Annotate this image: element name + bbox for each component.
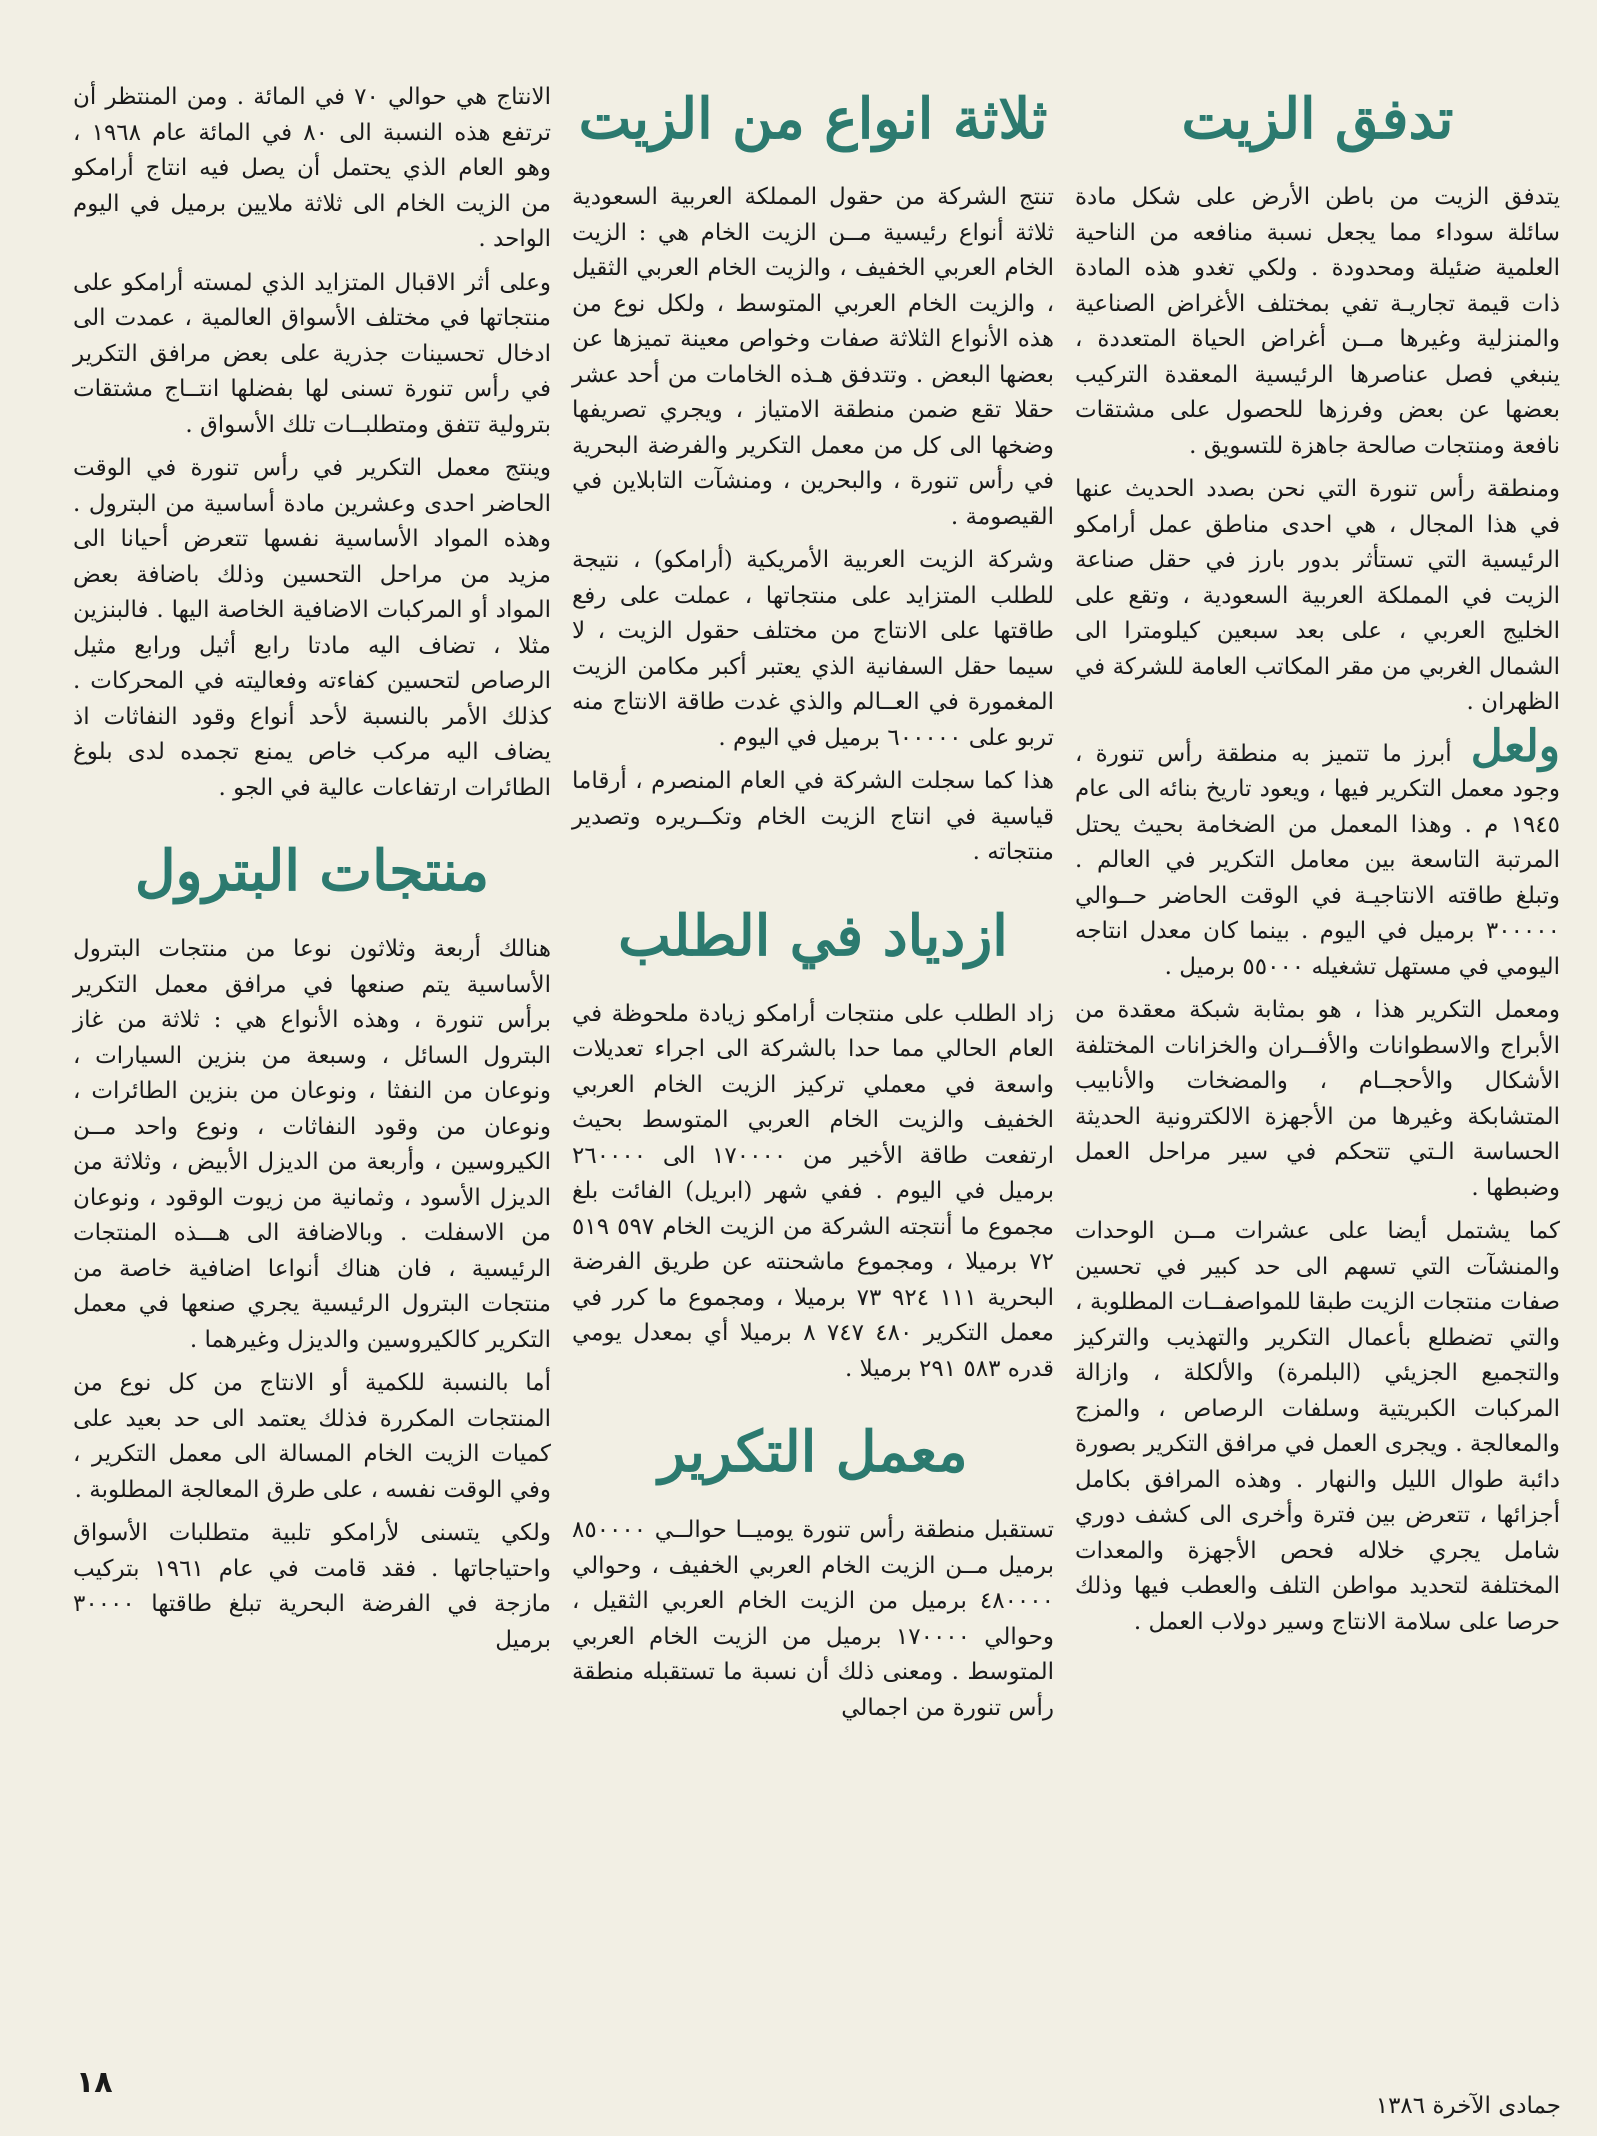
paragraph: وينتج معمل التكرير في رأس تنورة في الوقت الحاضر احدى وعشرين مادة أساسية من البترول . وهذه المواد الأساسية نفسها تتعرض أحيانا الى مزيد من مراحل التحسين وذلك باضافة بعض المواد أو المركبات الاضافية الخاصة اليها . فالبنزين مثلا ، تضاف اليه مادتا رابع أثيل ورابع مثيل الرصاص لتحسين كفاءته وفعاليته في المحركات . كذلك الأمر بالنسبة لأحد أنواع وقود النفاثات اذ يضاف اليه مركب خاص يمنع تجمده لدى بلوغ الطائرات ارتفاعات عالية في الجو . (73, 455, 551, 801)
heading-refinery: معمل التكرير (658, 1419, 968, 1485)
paragraph: ومنطقة رأس تنورة التي نحن بصدد الحديث عنها في هذا المجال ، هي احدى مناطق عمل أرامكو الرئيسية التي تستأثر بدور بارز في حقل صناعة الزيت في المملكة العربية السعودية ، وتقع على الخليج العربي ، على بعد سبعين كيلومترا الى الشمال الغربي من مقر المكاتب العامة للشركة في الظهران . (1075, 476, 1560, 715)
column-right (1075, 80, 1560, 1648)
heading-petroleum-products: منتجات البترول (134, 838, 490, 904)
paragraph: تستقبل منطقة رأس تنورة يوميــا حوالــي ٨٥٠٠٠٠ برميل مــن الزيت الخام العربي الخفيف ، وحوالي ٤٨٠٠٠٠ برميل من الزيت الخام العربي الثقيل ، وحوالي ١٧٠٠٠٠ برميل من الزيت الخام العربي المتوسط . ومعنى ذلك أن نسبة ما تستقبله منطقة رأس تنورة من اجمالي (572, 1517, 1054, 1721)
paragraph-text: أبرز ما تتميز به منطقة رأس تنورة ، وجود معمل التكرير فيها ، ويعود تاريخ بنائه الى عام ١٩٤٥ م . وهذا المعمل من الضخامة بحيث يحتل المرتبة التاسعة بين معامل التكرير في العالم . وتبلغ طاقته الانتاجيـة في الوقت الحاضر حــوالي ٣٠٠٠٠٠ برميل في اليوم . بينما كان معدل انتاجه اليومي في مستهل تشغيله ٥٥٠٠٠ برميل . (1075, 740, 1561, 980)
paragraph: ومعمل التكرير هذا ، هو بمثابة شبكة معقدة من الأبراج والاسطوانات والأفــران والخزانات المختلفة الأشكال والأحجــام ، والمضخات والأنابيب المتشابكة وغيرها من الأجهزة الالكترونية الحديثة الحساسة الـتي تتحكم في سير مراحل العمل وضبطها . (1075, 997, 1560, 1201)
column-middle (572, 80, 1054, 1734)
heading-three-oil-types: ثلاثة انواع من الزيت (578, 86, 1048, 152)
paragraph: تنتج الشركة من حقول المملكة العربية السعودية ثلاثة أنواع رئيسية مــن الزيت الخام هي : الزيت الخام العربي الخفيف ، والزيت الخام العربي الثقيل ، والزيت الخام العربي المتوسط ، ولكل نوع من هذه الأنواع الثلاثة صفات وخواص معينة تميزها عن بعضها البعض . وتتدفق هـذه الخامات من أحد عشر حقلا تقع ضمن منطقة الامتياز ، ويجري تصريفها وضخها الى كل من معمل التكرير والفرضة البحرية في رأس تنورة ، والبحرين ، ومنشآت التابلاين في القيصومة . (572, 184, 1054, 530)
heading-rising-demand: ازدياد في الطلب (618, 902, 1008, 969)
paragraph: الانتاج هي حوالي ٧٠ في المائة . ومن المنتظر أن ترتفع هذه النسبة الى ٨٠ في المائة عام ١٩٦٨ ، وهو العام الذي يحتمل أن يصل فيه انتاج أرامكو من الزيت الخام الى ثلاثة ملايين برميل في اليوم الواحد . (73, 84, 551, 252)
paragraph: أما بالنسبة للكمية أو الانتاج من كل نوع من المنتجات المكررة فذلك يعتمد الى حد بعيد على كميات الزيت الخام المسالة الى معمل التكرير ، وفي الوقت نفسه ، على طرق المعالجة المطلوبة . (73, 1370, 551, 1503)
paragraph: كما يشتمل أيضا على عشرات مــن الوحدات والمنشآت التي تسهم الى حد كبير في تحسين صفات منتجات الزيت طبقا للمواصفــات المطلوبة ، والتي تضطلع بأعمال التكرير والتهذيب والتركيز والتجميع الجزيئي (البلمرة) والألكلة ، وازالة المركبات الكبريتية وسلفات الرصاص ، والمزج والمعالجة . ويجرى العمل في مرافق التكرير بصورة دائبة طوال الليل والنهار . وهذه المرافق بكامل أجزائها ، تتعرض بين فترة وأخرى الى كشف دوري شامل يجري خلاله فحص الأجهزة والمعدات المختلفة لتحديد مواطن التلف والعطب فيها وذلك حرصا على سلامة الانتاج وسير دولاب العمل . (1075, 1218, 1560, 1635)
paragraph: وعلى أثر الاقبال المتزايد الذي لمسته أرامكو على منتجاتها في مختلف الأسواق العالمية ، عمدت الى ادخال تحسينات جذرية على بعض مرافق التكرير في رأس تنورة تسنى لها بفضلها انتــاج مشتقات بترولية تتفق ومتطلبــات تلك الأسواق . (73, 269, 551, 438)
paragraph: هذا كما سجلت الشركة في العام المنصرم ، أرقاما قياسية في انتاج الزيت الخام وتكــريره وتصدير منتجاته . (572, 768, 1054, 865)
drop-word: ولعل (1470, 720, 1560, 772)
heading-oil-flow: تدفق الزيت (1181, 86, 1454, 152)
page-number: ١٨ (76, 2065, 113, 2100)
paragraph: وشركة الزيت العربية الأمريكية (أرامكو) ، نتيجة للطلب المتزايد على منتجاتها ، عملت على رفع طاقتها على الانتاج من مختلف حقول الزيت ، لا سيما حقل السفانية الذي يعتبر أكبر مكامن الزيت المغمورة في العــالم والذي غدت طاقة الانتاج منه تربو على ٦٠٠٠٠٠ برميل في اليوم . (572, 547, 1054, 751)
paragraph: يتدفق الزيت من باطن الأرض على شكل مادة سائلة سوداء مما يجعل نسبة منافعه من الناحية العلمية ضئيلة ومحدودة . ولكي تغدو هذه المادة ذات قيمة تجاريـة تفي بمختلف الأغراض الصناعية والمنزلية وغيرها مــن أغراض الحياة المتعددة ، ينبغي فصل عناصرها الرئيسية المعقدة التركيب بعضها عن بعض وفرزها للحصول على مشتقات نافعة ومنتجات صالحة جاهزة للتسويق . (1075, 184, 1560, 459)
paragraph: زاد الطلب على منتجات أرامكو زيادة ملحوظة في العام الحالي مما حدا بالشركة الى اجراء تعديلات واسعة في معملي تركيز الزيت الخام العربي الخفيف والزيت الخام العربي المتوسط بحيث ارتفعت طاقة الأخير من ١٧٠٠٠٠ الى ٢٦٠٠٠٠ برميل في اليوم . ففي شهر (ابريل) الفائت بلغ مجموع ما أنتجته الشركة من الزيت الخام ٥٩٧ ٥١٩ ٧٢ برميلا ، ومجموع ماشحنته عن طريق الفرضة البحرية ١١١ ٩٢٤ ٧٣ برميلا ، ومجموع ما كرر في معمل التكرير ٤٨٠ ٧٤٧ ٨ برميلا أي بمعدل يومي قدره ٥٨٣ ٢٩١ برميلا . (572, 1000, 1055, 1382)
paragraph: هنالك أربعة وثلاثون نوعا من منتجات البترول الأساسية يتم صنعها في مرافق معمل التكرير برأس تنورة ، وهذه الأنواع هي : ثلاثة من غاز البترول السائل ، وسبعة من بنزين السيارات ، ونوعان من النفثا ، ونوعان من بنزين الطائرات ، ونوعان من وقود النفاثات ، ونوع واحد مــن الكيروسين ، وأربعة من الديزل الأبيض ، وثلاثة من الديزل الأسود ، وثمانية من زيوت الوقود ، ونوعان من الاسفلت . وبالاضافة الى هـــذه المنتجات الرئيسية ، فان هناك أنواعا اضافية خاصة من منتجات البترول الرئيسية يجري صنعها في معمل التكرير كالكيروسين والديزل وغيرهما . (73, 936, 551, 1353)
paragraph: ولكي يتسنى لأرامكو تلبية متطلبات الأسواق واحتياجاتها . فقد قامت في عام ١٩٦١ بتركيب مازجة في الفرضة البحرية تبلغ طاقتها ٣٠٠٠٠ برميل (73, 1520, 551, 1653)
column-left (73, 80, 551, 1666)
paragraph-with-drop-word (1075, 720, 1561, 986)
issue-date: جمادى الآخرة ١٣٨٦ (1375, 2093, 1561, 2119)
